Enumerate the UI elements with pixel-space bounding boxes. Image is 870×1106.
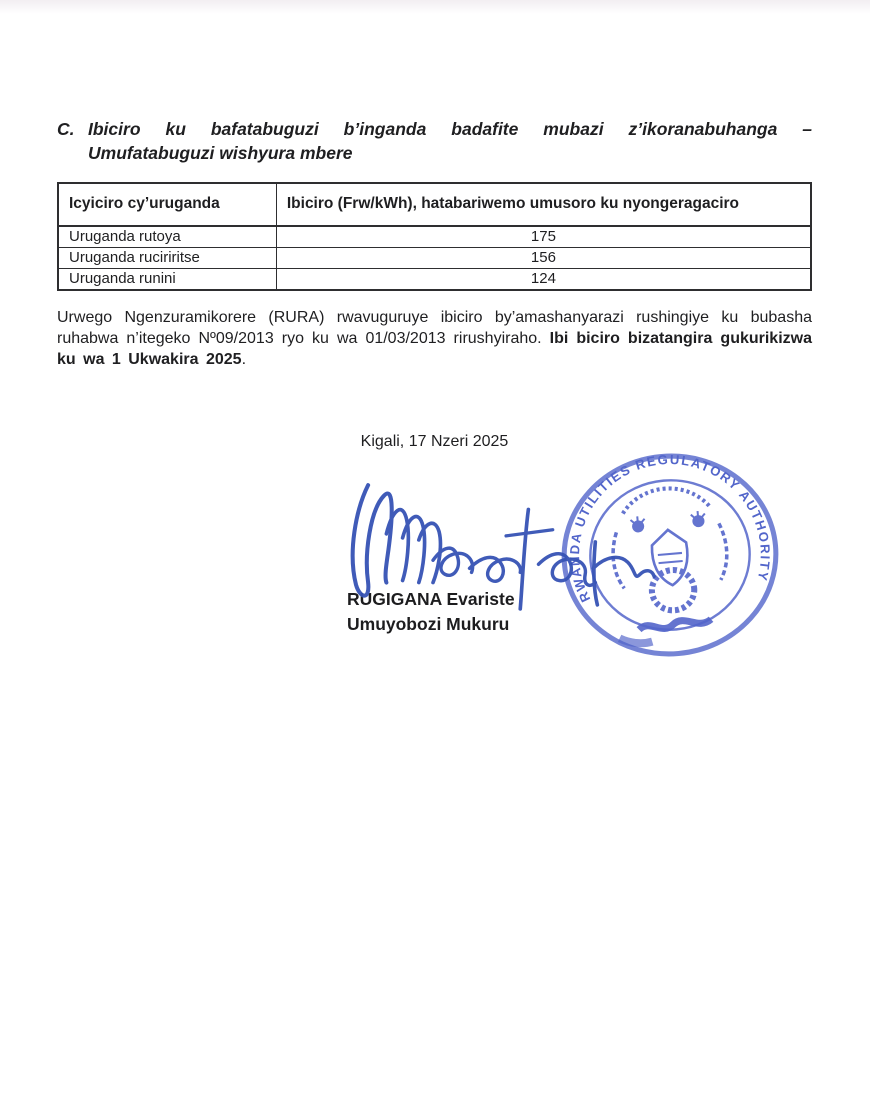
heading-line-1: Ibiciro ku bafatabuguzi b’inganda badafite mubazi z’ikoranabuhanga – (88, 119, 812, 139)
heading-line-2: Umufatabuguzi wishyura mbere (88, 143, 353, 163)
row-category: Uruganda ruciriritse (58, 248, 276, 269)
date-line: Kigali, 17 Nzeri 2025 (360, 433, 509, 450)
section-heading-text (88, 117, 812, 165)
handwritten-signature (337, 475, 667, 617)
row-price: 124 (276, 269, 811, 291)
row-category: Uruganda rutoya (58, 226, 276, 248)
row-price: 175 (276, 226, 811, 248)
paragraph-regular-text: Urwego Ngenzuramikorere (RURA) rwavuguruye ibiciro by’amashanyarazi rushingiye ku bubasha ruhabwa n’itegeko Nº09/2013 ryo ku wa 01/03/2013 rirushyiraho. (57, 309, 812, 347)
tariff-table (57, 182, 812, 291)
paragraph-bold-text: Ibi biciro bizatangira gukurikizwa ku wa 1 Ukwakira 2025 (57, 330, 812, 368)
tariff-table-head (58, 183, 811, 226)
body-paragraph (57, 307, 812, 370)
scan-edge-shadow (0, 0, 870, 14)
header-category: Icyiciro cy’uruganda (58, 183, 276, 226)
paragraph-closing: . (241, 351, 247, 368)
signatory-title: Umuyobozi Mukuru (347, 614, 510, 634)
table-row (58, 269, 811, 291)
signature-block (57, 451, 812, 707)
document-page (0, 117, 870, 707)
row-price: 156 (276, 248, 811, 269)
stamp-ring-text: RWANDA UTILITIES REGULATORY AUTHORITY (567, 451, 773, 605)
section-label: C. (57, 119, 75, 139)
table-row (58, 226, 811, 248)
row-category: Uruganda runini (58, 269, 276, 291)
tariff-table-body (58, 226, 811, 290)
header-price: Ibiciro (Frw/kWh), hatabariwemo umusoro ku nyongeragaciro (276, 183, 811, 226)
table-header-row (58, 183, 811, 226)
signatory-name: RUGIGANA Evariste (347, 589, 515, 609)
section-heading (57, 117, 812, 165)
table-row (58, 248, 811, 269)
